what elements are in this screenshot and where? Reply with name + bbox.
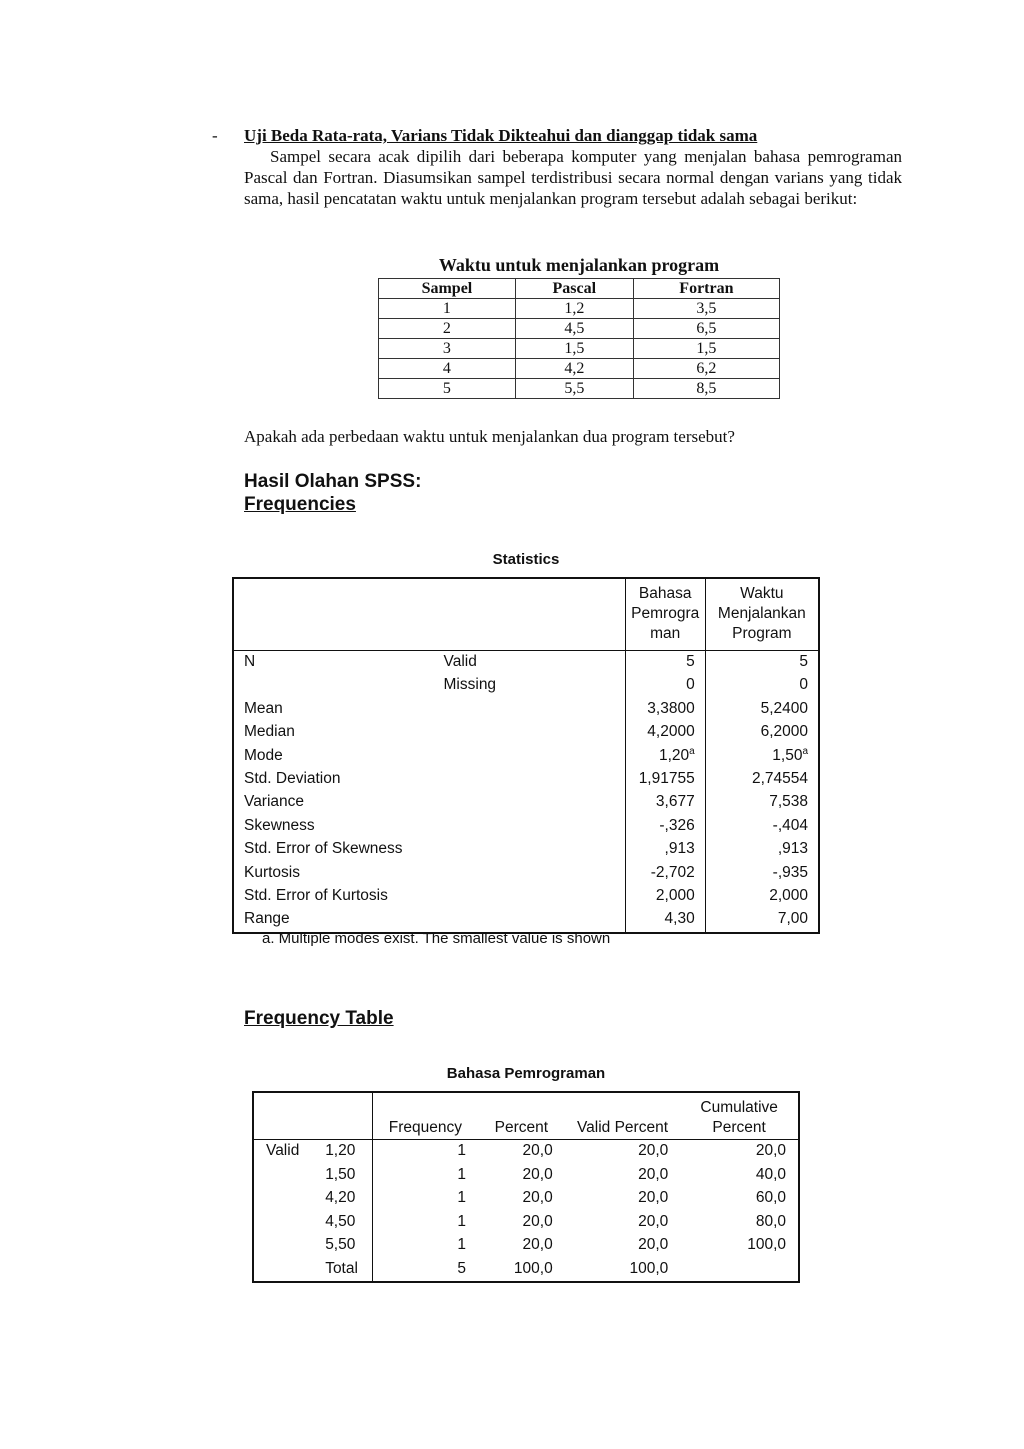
stat-value-bahasa: 3,3800	[625, 698, 705, 721]
freq-valid-percent: 100,0	[629, 1259, 669, 1277]
stat-value-bahasa	[625, 745, 705, 768]
cell-pascal: 4,5	[515, 319, 633, 339]
table-row	[233, 815, 819, 838]
stat-value-waktu: 2,74554	[705, 768, 819, 791]
table-row	[233, 698, 819, 721]
stat-value-bahasa: ,913	[625, 838, 705, 861]
freq-percent: 20,0	[522, 1236, 553, 1253]
statistics-table	[232, 577, 820, 934]
stat-value-bahasa: 2,000	[625, 885, 705, 908]
stat-label: Std. Error of Skewness	[244, 840, 403, 858]
stat-value-bahasa: 0	[625, 674, 705, 697]
cell-pascal: 1,2	[515, 299, 633, 319]
stat-value-waktu: -,404	[705, 815, 819, 838]
freq-percent: 20,0	[522, 1165, 553, 1183]
cell-fortran: 8,5	[633, 379, 779, 399]
stat-value-waktu: 2,000	[705, 885, 819, 908]
freq-value: 4,20	[325, 1189, 356, 1206]
freq-frequency: 1	[372, 1140, 478, 1164]
freq-header: Percent	[494, 1119, 549, 1136]
stat-label: Mean	[244, 699, 283, 717]
table-row	[233, 768, 819, 791]
cell-fortran: 6,5	[633, 319, 779, 339]
stat-label: Mode	[244, 746, 283, 764]
freq-percent: 20,0	[522, 1212, 553, 1230]
freq-frequency: 1	[372, 1187, 478, 1211]
stat-value-waktu: 6,2000	[705, 721, 819, 744]
freq-valid-percent: 20,0	[638, 1212, 669, 1230]
freq-frequency: 5	[372, 1258, 478, 1283]
freq-percent: 20,0	[522, 1189, 553, 1206]
stat-sublabel: Missing	[443, 676, 497, 694]
table-row	[253, 1140, 799, 1164]
stat-value-waktu: -,935	[705, 862, 819, 885]
freq-value: 1,20	[313, 1140, 372, 1164]
intro-paragraph-text: Sampel secara acak dipilih dari beberapa komputer yang menjalan bahasa pemrograman Pascal dan Fortran. Diasumsikan sampel terdistribusi secara normal dengan varians yang tidak sama, hasil pencatatan waktu untuk menjalankan program tersebut adalah sebagai berikut:	[244, 147, 902, 208]
table-row	[233, 745, 819, 768]
table-row	[379, 319, 780, 339]
table-row	[253, 1258, 799, 1283]
cell-fortran: 6,2	[633, 359, 779, 379]
list-bullet: -	[212, 126, 218, 145]
table-row	[233, 862, 819, 885]
data-table-header: Pascal	[515, 279, 633, 299]
freq-header: Frequency	[372, 1092, 478, 1140]
mode-value: 1,20	[658, 746, 690, 764]
table-row	[233, 838, 819, 861]
cell-sampel: 2	[379, 319, 516, 339]
cell-pascal: 5,5	[515, 379, 633, 399]
freq-valid-percent: 20,0	[638, 1236, 669, 1253]
stat-label: Std. Error of Kurtosis	[244, 886, 388, 904]
stat-value-bahasa: -,326	[625, 815, 705, 838]
stat-label: Range	[244, 910, 290, 928]
cell-sampel: 5	[379, 379, 516, 399]
frequency-table-caption: Bahasa Pemrograman	[446, 1065, 606, 1082]
freq-percent: 20,0	[478, 1140, 565, 1164]
freq-cumulative	[680, 1258, 799, 1283]
data-table-header: Sampel	[379, 279, 516, 299]
table-row	[253, 1234, 799, 1258]
cell-fortran: 3,5	[633, 299, 779, 319]
table-row	[379, 359, 780, 379]
freq-group-label: Valid	[253, 1140, 313, 1164]
freq-cumulative: 60,0	[755, 1189, 786, 1206]
freq-cumulative: 40,0	[755, 1165, 786, 1183]
stat-value-waktu: 7,538	[705, 791, 819, 814]
table-row	[379, 299, 780, 319]
stat-sublabel: Valid	[434, 651, 626, 675]
stat-col-header-waktu: Waktu Menjalankan Program	[705, 578, 819, 651]
freq-frequency: 1	[372, 1234, 478, 1258]
freq-value: 5,50	[325, 1236, 356, 1253]
data-table	[378, 278, 780, 399]
table-row	[379, 339, 780, 359]
question-text: Apakah ada perbedaan waktu untuk menjalankan dua program tersebut?	[244, 427, 735, 446]
stat-col-header-bahasa: Bahasa Pemrogra man	[625, 578, 705, 651]
spss-title: Hasil Olahan SPSS:	[244, 471, 422, 492]
stat-value-bahasa: 3,677	[625, 791, 705, 814]
data-table-header: Fortran	[633, 279, 779, 299]
frequency-table	[252, 1091, 800, 1283]
table-row	[253, 1187, 799, 1211]
freq-valid-percent: 20,0	[565, 1140, 681, 1164]
footnote-marker: a	[802, 745, 808, 757]
stat-value-bahasa: 5	[625, 651, 705, 675]
frequencies-title: Frequencies	[244, 494, 356, 515]
freq-frequency: 1	[372, 1164, 478, 1188]
freq-value: 1,50	[325, 1165, 356, 1183]
freq-cumulative: 20,0	[680, 1140, 799, 1164]
freq-cumulative: 80,0	[755, 1212, 786, 1230]
data-table-caption: Waktu untuk menjalankan program	[438, 255, 720, 275]
freq-header: Cumulative Percent	[700, 1099, 778, 1136]
freq-valid-percent: 20,0	[638, 1165, 669, 1183]
stat-label: Variance	[244, 793, 305, 811]
stat-value-bahasa: 4,30	[625, 908, 705, 932]
cell-sampel: 4	[379, 359, 516, 379]
freq-valid-percent: 20,0	[638, 1189, 669, 1206]
cell-sampel: 1	[379, 299, 516, 319]
stat-value-waktu: 7,00	[705, 908, 819, 932]
intro-paragraph	[244, 146, 902, 209]
freq-frequency: 1	[372, 1211, 478, 1235]
stat-label	[233, 674, 434, 697]
stat-label: Median	[244, 723, 295, 741]
stat-value-bahasa: 1,91755	[625, 768, 705, 791]
stat-value-waktu: ,913	[705, 838, 819, 861]
mode-value: 1,50	[772, 746, 803, 764]
section-title: Uji Beda Rata-rata, Varians Tidak Dikteahui dan dianggap tidak sama	[244, 126, 758, 145]
freq-percent: 100,0	[513, 1259, 553, 1277]
table-row	[233, 885, 819, 908]
frequency-table-title: Frequency Table	[244, 1008, 394, 1029]
stat-value-waktu: 5	[705, 651, 819, 675]
statistics-footnote: a. Multiple modes exist. The smallest value is shown	[262, 930, 611, 947]
stat-label: N	[233, 651, 434, 675]
cell-fortran: 1,5	[633, 339, 779, 359]
stat-value-waktu	[705, 745, 819, 768]
freq-value: Total	[325, 1259, 358, 1277]
stat-label: Kurtosis	[244, 863, 300, 881]
stat-label: Std. Deviation	[244, 769, 341, 787]
table-row	[233, 651, 819, 675]
table-row	[233, 674, 819, 697]
stat-value-bahasa: 4,2000	[625, 721, 705, 744]
table-row	[253, 1211, 799, 1235]
stat-label: Skewness	[244, 816, 315, 834]
stat-value-bahasa: -2,702	[625, 862, 705, 885]
freq-value: 4,50	[325, 1212, 356, 1230]
stat-value-waktu: 0	[705, 674, 819, 697]
stat-value-waktu: 5,2400	[705, 698, 819, 721]
statistics-caption: Statistics	[492, 551, 560, 568]
freq-header: Valid Percent	[576, 1119, 669, 1136]
freq-cumulative: 100,0	[747, 1236, 786, 1253]
footnote-marker: a	[689, 745, 695, 757]
table-row	[253, 1164, 799, 1188]
cell-sampel: 3	[379, 339, 516, 359]
table-row	[233, 721, 819, 744]
cell-pascal: 4,2	[515, 359, 633, 379]
table-row	[379, 379, 780, 399]
cell-pascal: 1,5	[515, 339, 633, 359]
table-row	[233, 791, 819, 814]
